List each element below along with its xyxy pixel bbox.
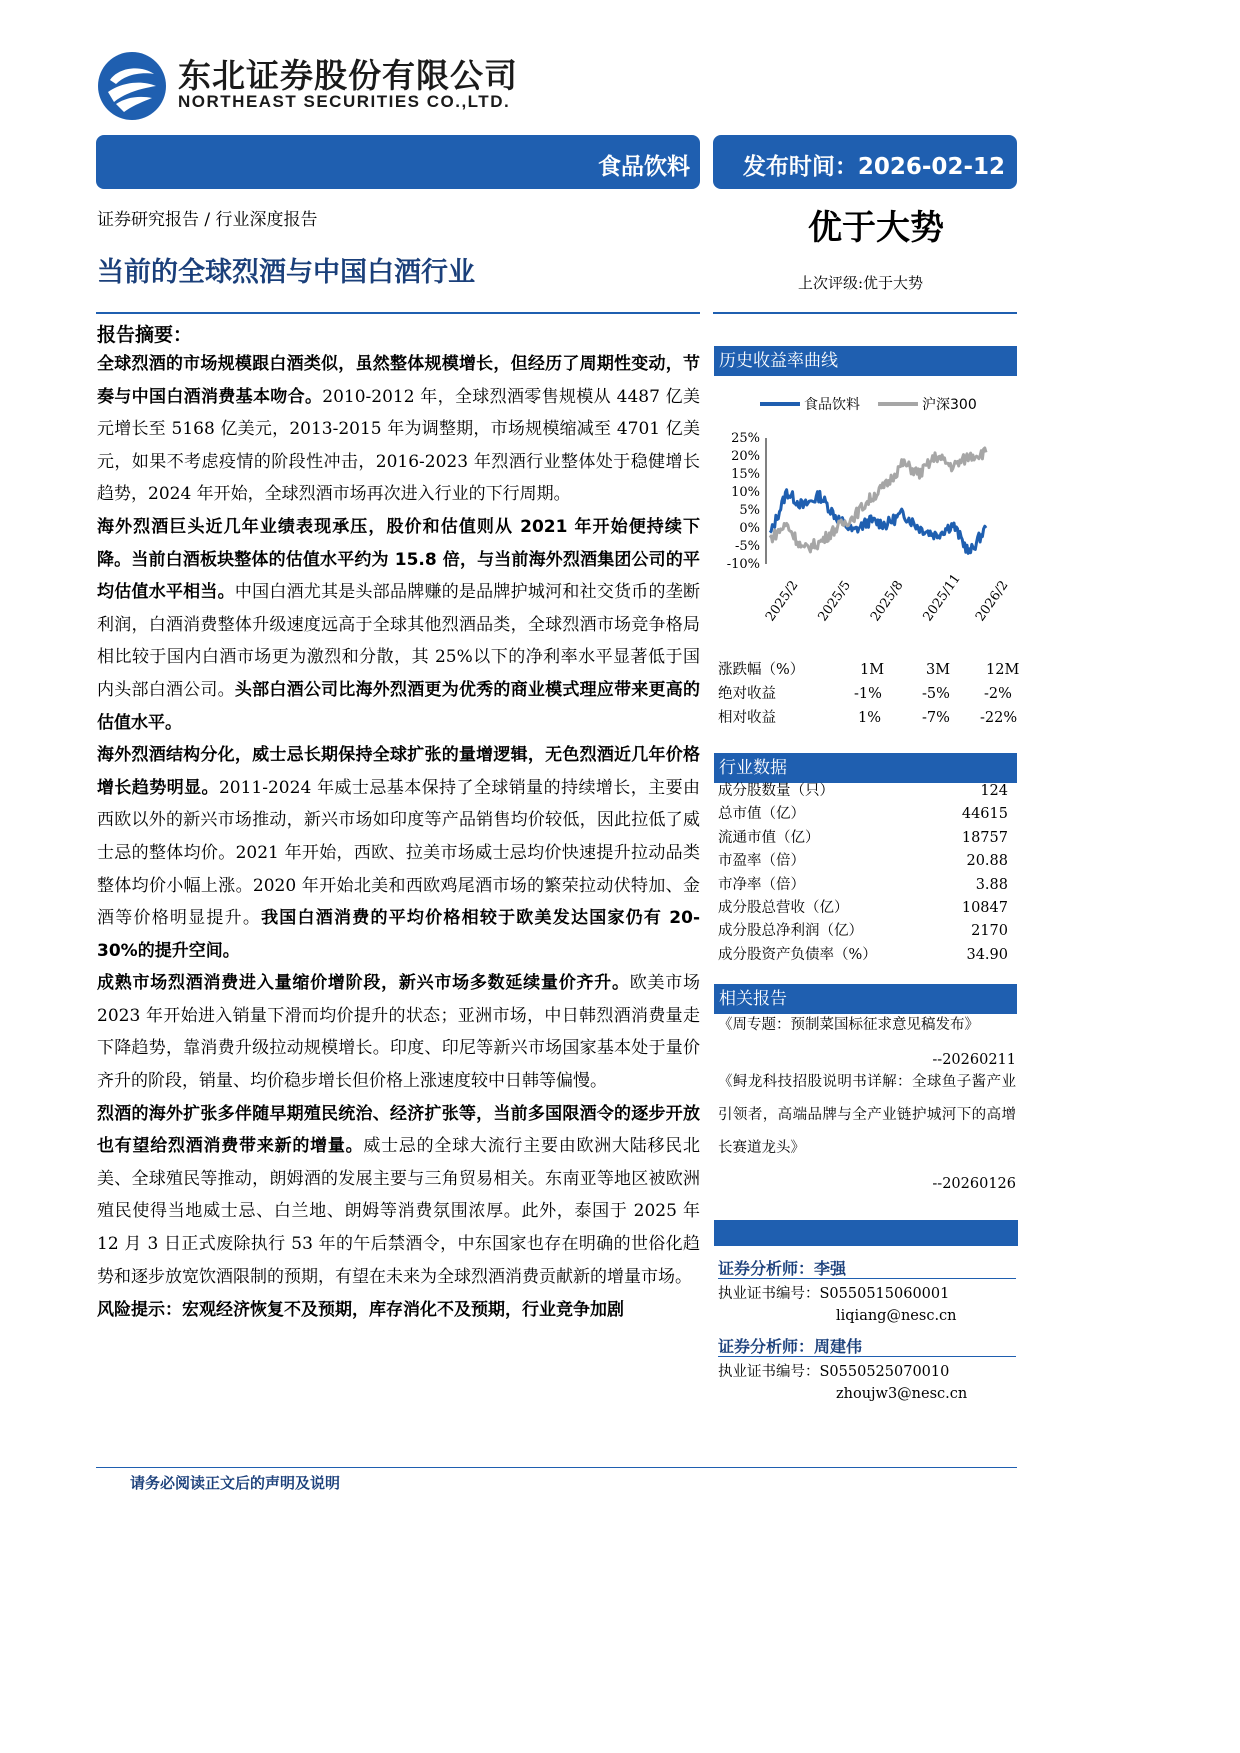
performance-table (718, 658, 1020, 730)
industry-value: 18757 (961, 829, 1008, 846)
summary-text-run: 中国白酒尤其是头部品牌赚的是品牌护城河和社交货币的垄断利润，白酒消费整体升级速度远高于全球其他烈酒品类，全球烈酒市场竞争格局相比较于国内白酒市场更为激烈和分散，其 25%以下的净利率水平显著低于国内头部白酒公司。 (97, 582, 701, 700)
summary-text-run: 威士忌的全球大流行主要由欧洲大陆移民北美、全球殖民等推动，朗姆酒的发展主要与三角贸易相关。东南亚等地区被欧洲殖民使得当地威士忌、白兰地、朗姆等消费氛围浓厚。此外，泰国于 2025 年 12 月 3 日正式废除执行 53 年的午后禁酒令，中东国家也存在明确的世俗化趋势和逐步放宽饮酒限制的预期，有望在未来为全球烈酒消费贡献新的增量市场。 (97, 1136, 701, 1287)
summary-paragraph (97, 967, 700, 1097)
summary-bold-run: 烈酒的海外扩张多伴随早期殖民统治、经济扩张等，当前多国限酒令的逐步开放也有望给烈酒消费带来新的增量。 (97, 1103, 700, 1157)
perf-row-12m: -2% (984, 686, 1012, 702)
perf-row-3m: -7% (922, 710, 950, 726)
x-tick-label: 2025/11 (920, 571, 964, 625)
industry-row (718, 944, 1014, 967)
right-divider (713, 312, 1017, 314)
summary-paragraph (97, 1098, 700, 1294)
summary-text-run: 欧美市场 2023 年开始进入销量下滑而均价提升的状态；亚洲市场，中日韩烈酒消费量走下降趋势，靠消费升级拉动规模增长。印度、印尼等新兴市场国家基本处于量价齐升的阶段，销量、均价稳步增长但价格上涨速度较中日韩等偏慢。 (97, 973, 701, 1092)
y-tick-label: -10% (726, 557, 760, 572)
summary-bold-run: 成熟市场烈酒消费进入量缩价增阶段，新兴市场多数延续量价齐升。 (97, 973, 630, 994)
performance-row (718, 682, 1014, 706)
industry-table (718, 780, 1014, 967)
summary-paragraph (97, 511, 700, 739)
analyst-divider-bar (714, 1220, 1018, 1246)
perf-row-1m: -1% (854, 686, 882, 702)
industry-label: 市净率（倍） (718, 876, 805, 893)
y-tick-label: 25% (731, 431, 760, 446)
sector-label: 食品饮料 (598, 154, 690, 180)
logo-mark-icon (96, 50, 168, 122)
industry-value: 124 (980, 783, 1008, 799)
perf-header-1m: 1M (860, 662, 885, 678)
summary-heading: 报告摘要： (97, 324, 193, 346)
related-item[interactable] (718, 1066, 1016, 1202)
risk-warning: 风险提示：宏观经济恢复不及预期，库存消化不及预期，行业竞争加剧 (97, 1300, 624, 1320)
perf-row-1m: 1% (858, 710, 882, 726)
analyst-cert: 执业证书编号：S0550525070010 (718, 1364, 950, 1380)
analyst-block (718, 1256, 1016, 1327)
perf-header-12m: 12M (986, 662, 1020, 678)
chart-legend (760, 394, 1020, 414)
publish-date: 发布时间：2026-02-12 (742, 154, 1005, 180)
company-logo (96, 50, 168, 122)
industry-label: 流通市值（亿） (718, 829, 820, 846)
y-tick-label: 15% (731, 467, 760, 482)
related-title[interactable]: 《鲟龙科技招股说明书详解：全球鱼子酱产业引领者，高端品牌与全产业链护城河下的高增长赛道龙头》 (718, 1074, 1016, 1156)
company-name-en: NORTHEAST SECURITIES CO.,LTD. (178, 92, 511, 111)
industry-row (718, 897, 1014, 920)
rating: 优于大势 (808, 208, 944, 248)
perf-header-3m: 3M (926, 662, 951, 678)
company-name-cn: 东北证券股份有限公司 (178, 56, 518, 95)
x-tick-label: 2025/5 (815, 578, 855, 625)
performance-header (718, 658, 1020, 682)
industry-label: 成分股数量（只） (718, 783, 834, 799)
performance-row (718, 706, 1018, 730)
sector-banner (96, 135, 700, 189)
summary-bold-run: 海外烈酒巨头近几年业绩表现承压，股价和估值则从 2021 年开始便持续下降。当前白酒板块整体的估值水平约为 15.8 倍，与当前海外烈酒集团公司的平均估值水平相当。 (97, 516, 700, 603)
related-date: --20260126 (932, 1176, 1016, 1192)
analyst-cert: 执业证书编号：S0550515060001 (718, 1286, 950, 1302)
x-tick-label: 2026/2 (972, 578, 1012, 625)
summary-bold-run: 我国白酒消费的平均价格相较于欧美发达国家仍有 20-30%的提升空间。 (97, 908, 700, 961)
summary-paragraph (97, 348, 700, 511)
y-tick-label: 20% (731, 449, 760, 464)
industry-value: 3.88 (975, 876, 1008, 893)
industry-value: 20.88 (966, 853, 1008, 870)
perf-row-3m: -5% (922, 686, 950, 702)
industry-label: 成分股总营收（亿） (718, 899, 849, 916)
industry-row (718, 850, 1014, 873)
date-banner (713, 135, 1017, 189)
return-chart (714, 424, 1014, 654)
y-tick-label: -5% (734, 539, 760, 554)
industry-label: 市盈率（倍） (718, 853, 805, 870)
analyst-name: 证券分析师：李强 (718, 1259, 847, 1278)
legend-label-hs300: 沪深300 (922, 397, 977, 413)
previous-rating: 上次评级:优于大势 (798, 274, 924, 292)
footer-rule (96, 1467, 1017, 1468)
summary-paragraph (97, 739, 700, 967)
x-tick-label: 2025/2 (762, 578, 802, 625)
summary-text-run: 2010-2012 年，全球烈酒零售规模从 4487 亿美元增长至 5168 亿美元，2013-2015 年为调整期，市场规模缩减至 4701 亿美元，如果不考虑疫情的阶段性冲击，2016-2023 年烈酒行业整体处于稳健增长趋势，2024 年开始，全球烈酒市场再次进入行业的下行周期。 (97, 386, 700, 505)
industry-value: 10847 (961, 899, 1008, 916)
perf-row-label: 相对收益 (718, 710, 776, 726)
analyst-name-underline (718, 1356, 1016, 1357)
industry-value: 44615 (961, 806, 1008, 823)
related-title[interactable]: 《周专题：预制菜国标征求意见稿发布》 (718, 1017, 979, 1033)
analyst-block (718, 1334, 1016, 1405)
summary-bold-run: 全球烈酒的市场规模跟白酒类似，虽然整体规模增长，但经历了周期性变动，节奏与中国白酒消费基本吻合。 (97, 354, 700, 407)
analyst-email[interactable]: liqiang@nesc.cn (836, 1308, 957, 1324)
report-title: 当前的全球烈酒与中国白酒行业 (97, 257, 475, 288)
industry-value: 2170 (971, 923, 1008, 940)
summary-body (97, 348, 700, 1293)
report-type: 证券研究报告 / 行业深度报告 (97, 210, 318, 230)
industry-row (718, 827, 1014, 850)
food-beverage-line (770, 490, 986, 554)
perf-row-12m: -22% (980, 710, 1018, 726)
left-divider (96, 312, 700, 314)
analyst-email[interactable]: zhoujw3@nesc.cn (836, 1386, 968, 1402)
legend-swatch-food (760, 402, 800, 406)
analyst-name: 证券分析师：周建伟 (718, 1337, 863, 1356)
industry-row (718, 803, 1014, 826)
chart-heading: 历史收益率曲线 (714, 346, 1017, 376)
perf-row-label: 绝对收益 (718, 686, 776, 702)
industry-label: 成分股资产负债率（%） (718, 946, 877, 963)
related-heading: 相关报告 (714, 984, 1017, 1014)
analyst-name-underline (718, 1278, 1016, 1279)
industry-label: 总市值（亿） (718, 806, 805, 823)
industry-row (718, 780, 1014, 803)
industry-row (718, 920, 1014, 943)
industry-heading: 行业数据 (714, 753, 1017, 783)
x-tick-label: 2025/8 (867, 578, 907, 625)
y-tick-label: 10% (731, 485, 760, 500)
industry-label: 成分股总净利润（亿） (718, 923, 863, 940)
summary-text-run: 2011-2024 年威士忌基本保持了全球销量的持续增长，主要由西欧以外的新兴市场推动，新兴市场如印度等产品销售均价较低，因此拉低了威士忌的整体均价。2021 年开始，西欧、拉美市场威士忌均价快速提升拉动品类整体均价小幅上涨。2020 年开始北美和西欧鸡尾酒市场的繁荣拉动伏特加、金酒等价格明显提升。 (97, 777, 700, 929)
legend-swatch-hs300 (878, 402, 918, 406)
summary-bold-run: 头部白酒公司比海外烈酒更为优秀的商业模式理应带来更高的估值水平。 (97, 679, 701, 733)
industry-row (718, 874, 1014, 897)
y-tick-label: 5% (739, 503, 760, 518)
y-tick-label: 0% (739, 521, 760, 536)
summary-bold-run: 海外烈酒结构分化，威士忌长期保持全球扩张的量增逻辑，无色烈酒近几年价格增长趋势明显。 (97, 745, 700, 798)
industry-value: 34.90 (966, 946, 1008, 963)
legend-label-food: 食品饮料 (804, 397, 860, 413)
perf-header-label: 涨跌幅（%） (718, 662, 805, 678)
related-date: --20260211 (932, 1052, 1016, 1068)
footer-disclaimer: 请务必阅读正文后的声明及说明 (130, 1474, 341, 1492)
